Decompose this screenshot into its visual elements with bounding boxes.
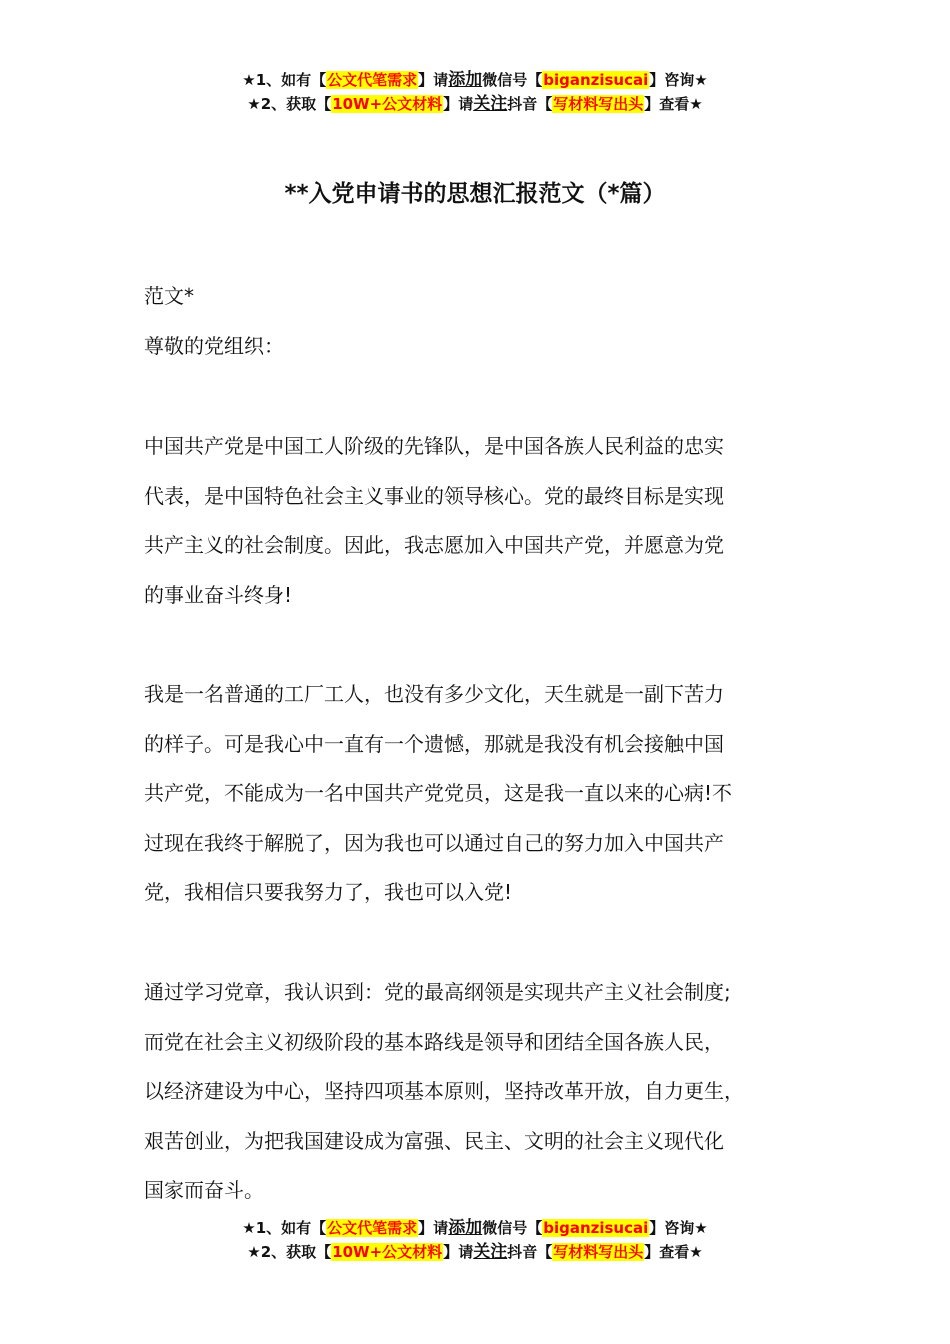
banner-highlight: 写材料写出头: [553, 1243, 644, 1261]
banner-text: ★2、获取【: [247, 95, 332, 113]
banner-underlined: 关注: [473, 94, 508, 114]
header-banner: [0, 68, 950, 116]
banner-text: 】请: [443, 95, 474, 113]
banner-line-2: [0, 92, 950, 116]
paragraph-line: 的样子。可是我心中一直有一个遗憾，那就是我没有机会接触中国: [144, 731, 724, 756]
banner-text: 微信号【: [482, 1219, 543, 1237]
banner-highlight: biganzisucai: [543, 71, 649, 89]
paragraph-line: 而党在社会主义初级阶段的基本路线是领导和团结全国各族人民，: [144, 1029, 724, 1054]
banner-text: 】请: [418, 1219, 449, 1237]
paragraph-2: [144, 670, 844, 918]
paragraph-line: 共产党，不能成为一名中国共产党党员，这是我一直以来的心病!不: [144, 781, 733, 806]
banner-highlight: 公文代笔需求: [327, 71, 418, 89]
banner-line-1: [0, 68, 950, 92]
banner-line-2: [0, 1240, 950, 1264]
banner-highlight: 写材料写出头: [553, 95, 644, 113]
banner-highlight: 10W+公文材料: [332, 1243, 443, 1261]
paragraph-line: 通过学习党章，我认识到：党的最高纲领是实现共产主义社会制度;: [144, 980, 731, 1004]
paragraph-line: 党，我相信只要我努力了，我也可以入党!: [144, 880, 513, 905]
paragraph-line: 代表，是中国特色社会主义事业的领导核心。党的最终目标是实现: [144, 483, 724, 508]
banner-highlight: biganzisucai: [543, 1219, 649, 1237]
banner-text: 抖音【: [507, 1243, 553, 1261]
paragraph-line: 艰苦创业，为把我国建设成为富强、民主、文明的社会主义现代化: [144, 1128, 724, 1153]
paragraph-line: 以经济建设为中心，坚持四项基本原则，坚持改革开放，自力更生，: [144, 1079, 744, 1104]
banner-text: 】咨询★: [649, 71, 708, 89]
paragraph-line: 国家而奋斗。: [144, 1178, 264, 1203]
banner-text: ★2、获取【: [247, 1243, 332, 1261]
footer-banner: [0, 1216, 950, 1264]
banner-underlined: 添加: [448, 70, 483, 90]
banner-text: 】查看★: [644, 1243, 703, 1261]
banner-highlight: 公文代笔需求: [327, 1219, 418, 1237]
paragraph-line: 过现在我终于解脱了，因为我也可以通过自己的努力加入中国共产: [144, 830, 724, 855]
banner-text: 】请: [443, 1243, 474, 1261]
banner-text: ★1、如有【: [242, 71, 327, 89]
banner-text: ★1、如有【: [242, 1219, 327, 1237]
banner-underlined: 关注: [473, 1242, 508, 1262]
sub-label: 范文*: [144, 284, 194, 308]
salutation: 尊敬的党组织：: [144, 334, 284, 358]
banner-text: 抖音【: [507, 95, 553, 113]
banner-highlight: 10W+公文材料: [332, 95, 443, 113]
paragraph-line: 的事业奋斗终身!: [144, 582, 293, 607]
paragraph-line: 中国共产党是中国工人阶级的先锋队，是中国各族人民利益的忠实: [144, 434, 724, 458]
paragraph-line: 共产主义的社会制度。因此，我志愿加入中国共产党，并愿意为党: [144, 533, 724, 558]
banner-text: 】查看★: [644, 95, 703, 113]
banner-text: 微信号【: [482, 71, 543, 89]
document-title: **入党申请书的思想汇报范文（*篇）: [284, 181, 666, 207]
banner-text: 】请: [418, 71, 449, 89]
banner-underlined: 添加: [448, 1218, 483, 1238]
paragraph-3: [144, 968, 844, 1216]
paragraph-line: 我是一名普通的工厂工人，也没有多少文化，天生就是一副下苦力: [144, 682, 724, 706]
paragraph-1: [144, 422, 844, 620]
banner-text: 】咨询★: [649, 1219, 708, 1237]
banner-line-1: [0, 1216, 950, 1240]
